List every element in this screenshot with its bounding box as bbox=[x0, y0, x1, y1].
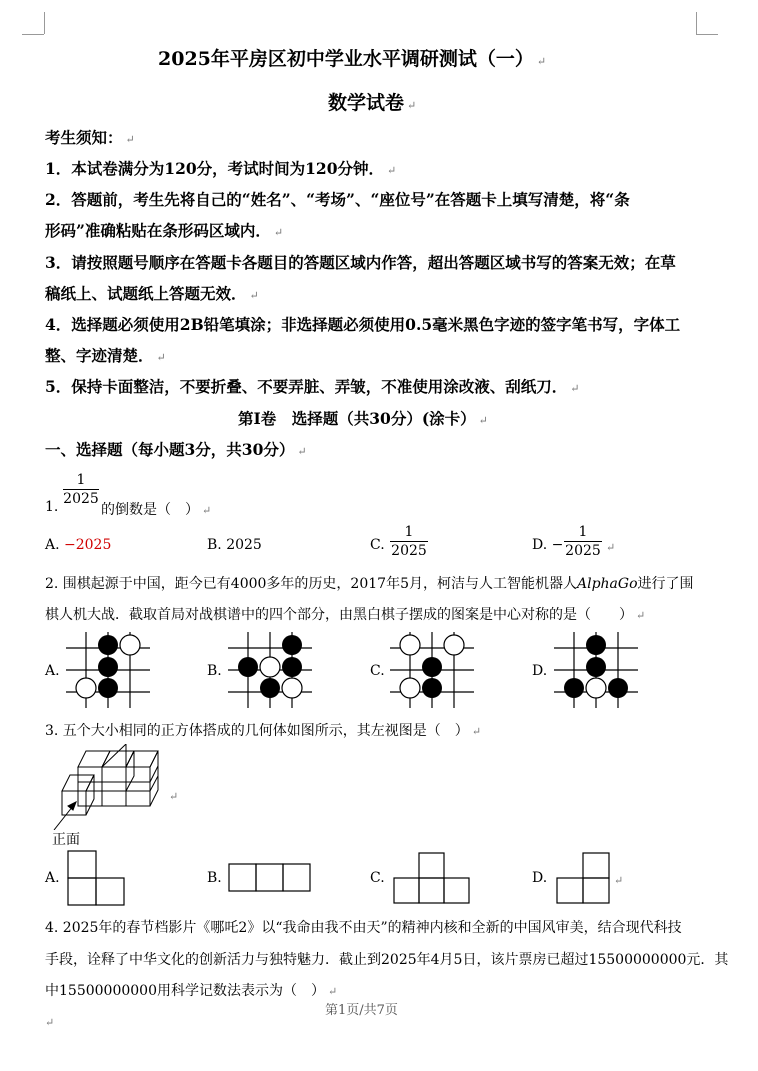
q3-option-b-label: B. bbox=[207, 870, 222, 886]
para-mark: ↵ bbox=[45, 1016, 55, 1029]
notice-item: 形码”准确粘贴在条形码区域内． ↵ bbox=[45, 221, 284, 240]
q2-go-board-b bbox=[226, 630, 314, 710]
q2-go-board-c bbox=[388, 630, 476, 710]
q3-cube-figure bbox=[46, 744, 181, 830]
notice-item: 3．请按照题号顺序在答题卡各题目的答题区域内作答，超出答题区域书写的答案无效；在草 bbox=[45, 253, 676, 272]
page-number: 第1页/共7页 bbox=[325, 1003, 398, 1018]
q2-go-board-d bbox=[552, 630, 640, 710]
crop-mark bbox=[22, 34, 44, 35]
q3-view-a bbox=[67, 850, 127, 908]
q1-option-a-value: −2025 bbox=[64, 537, 112, 553]
q1-fraction: 1 2025 bbox=[63, 472, 99, 507]
part-title: 第Ⅰ卷 选择题（共30分）(涂卡） ↵ bbox=[238, 409, 488, 428]
q2-option-d-label: D. bbox=[532, 663, 548, 679]
q3-view-c bbox=[393, 852, 471, 904]
notice-item: 2．答题前，考生先将自己的“姓名”、“考场”、“座位号”在答题卡上填写清楚，将“条 bbox=[45, 190, 630, 209]
q1-option-a: A. −2025 bbox=[45, 537, 112, 553]
para-mark: ↵ bbox=[169, 790, 179, 803]
q3-option-a-label: A. bbox=[45, 870, 60, 886]
page-subtitle: 数学试卷 ↵ bbox=[328, 92, 417, 114]
notice-item: 5．保持卡面整洁，不要折叠、不要弄脏、弄皱，不准使用涂改液、刮纸刀． ↵ bbox=[45, 377, 580, 396]
q1-option-c-fraction: 1 2025 bbox=[391, 524, 427, 559]
q2-stem-line1: 2. 围棋起源于中国，距今已有4000多年的历史，2017年5月，柯洁与人工智能机器人AlphaGo进行了围 bbox=[45, 576, 694, 592]
notice-heading: 考生须知： ↵ bbox=[45, 128, 135, 147]
q3-view-d bbox=[555, 852, 611, 904]
q3-front-label: 正面 bbox=[52, 832, 80, 848]
notice-item: 4．选择题必须使用2B铅笔填涂；非选择题必须使用0.5毫米黑色字迹的签字笔书写，字体工 bbox=[45, 315, 681, 334]
q4-stem-line1: 4. 2025年的春节档影片《哪吒2》以“我命由我不由天”的精神内核和全新的中国风审美，结合现代科技 bbox=[45, 920, 682, 936]
q4-stem-line3: 中15500000000用科学记数法表示为（ ） ↵ bbox=[45, 983, 338, 999]
crop-mark bbox=[696, 12, 697, 34]
notice-item: 整、字迹清楚． ↵ bbox=[45, 346, 166, 365]
q2-option-c-label: C. bbox=[370, 663, 385, 679]
q3-option-d-label: D. bbox=[532, 870, 548, 886]
q2-go-board-a bbox=[64, 630, 152, 710]
q1-option-d-fraction: 1 2025 bbox=[565, 524, 601, 559]
q2-option-b-label: B. bbox=[207, 663, 222, 679]
q1-stem: 的倒数是（ ） ↵ bbox=[101, 502, 212, 518]
q1-option-c-label: C. bbox=[370, 537, 385, 553]
section-heading: 一、选择题（每小题3分，共30分） ↵ bbox=[45, 440, 307, 459]
q1-option-d-label: D. − bbox=[532, 537, 564, 553]
para-mark: ↵ bbox=[614, 874, 624, 887]
q3-view-b bbox=[228, 863, 312, 893]
q3-stem: 3. 五个大小相同的正方体搭成的几何体如图所示，其左视图是（ ） ↵ bbox=[45, 723, 482, 739]
crop-mark bbox=[696, 34, 718, 35]
q1-option-b: B. 2025 bbox=[207, 537, 262, 553]
notice-item: 稿纸上、试题纸上答题无效． ↵ bbox=[45, 284, 259, 303]
q1-number: 1. bbox=[45, 499, 59, 515]
notice-item: 1．本试卷满分为120分，考试时间为120分钟． ↵ bbox=[45, 159, 397, 178]
q2-stem-line2: 棋人机大战．截取首局对战棋谱中的四个部分，由黑白棋子摆成的图案是中心对称的是（ ） ↵ bbox=[45, 607, 646, 623]
para-mark: ↵ bbox=[606, 541, 616, 554]
q4-stem-line2: 手段，诠释了中华文化的创新活力与独特魅力．截止到2025年4月5日，该片票房已超过15500000000元．其 bbox=[45, 952, 729, 968]
crop-mark bbox=[44, 12, 45, 34]
page-title: 2025年平房区初中学业水平调研测试（一） ↵ bbox=[158, 48, 547, 70]
q2-option-a-label: A. bbox=[45, 663, 60, 679]
q3-option-c-label: C. bbox=[370, 870, 385, 886]
